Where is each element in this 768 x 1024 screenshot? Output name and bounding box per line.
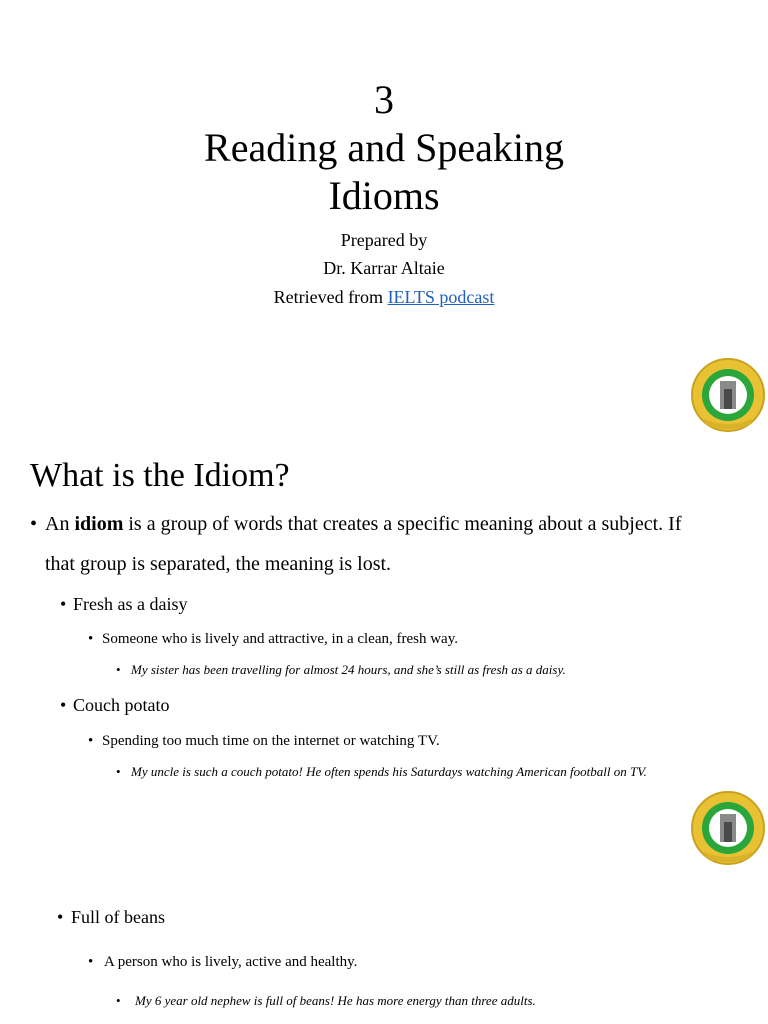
idiom-example: My 6 year old nephew is full of beans! He has more energy than three adults.: [135, 993, 536, 1008]
ielts-podcast-link[interactable]: IELTS podcast: [387, 287, 495, 307]
title-line-1: Reading and Speaking: [204, 125, 564, 170]
idiom-phrase: Full of beans: [71, 907, 165, 927]
idiom-phrase: Couch potato: [73, 695, 170, 715]
bullet-icon: •: [60, 594, 67, 614]
university-logo: [690, 357, 766, 433]
idiom-example: My uncle is such a couch potato! He often spends his Saturdays watching American football on TV.: [131, 764, 647, 779]
idiom-example: My sister has been travelling for almost 24 hours, and she’s still as fresh as a daisy.: [131, 662, 566, 677]
bullet-icon: •: [60, 695, 67, 715]
idiom-phrase: Fresh as a daisy: [73, 594, 188, 614]
slide-number: 3: [374, 77, 394, 122]
bullet-icon: •: [30, 513, 38, 535]
retrieved-prefix: Retrieved from: [273, 287, 388, 307]
intro-paragraph: [45, 512, 745, 536]
bullet-icon: •: [88, 733, 94, 749]
bullet-icon: •: [116, 993, 121, 1008]
prepared-by: Prepared by: [340, 230, 428, 250]
retrieved-from: [0, 286, 768, 308]
section-heading: What is the Idiom?: [30, 457, 290, 494]
idiom-meaning: Someone who is lively and attractive, in a clean, fresh way.: [102, 631, 458, 647]
author-name: Dr. Karrar Altaie: [323, 258, 445, 278]
intro-line-2: that group is separated, the meaning is lost.: [45, 553, 392, 575]
title-line-2: Idioms: [328, 173, 440, 218]
bullet-icon: •: [116, 764, 121, 779]
bullet-icon: •: [88, 631, 94, 647]
bullet-icon: •: [57, 907, 64, 927]
intro-rest: is a group of words that creates a specific meaning about a subject. If: [123, 513, 682, 535]
idiom-meaning: Spending too much time on the internet or watching TV.: [102, 733, 440, 749]
idiom-term: idiom: [74, 513, 124, 535]
intro-prefix: An: [45, 513, 75, 535]
idiom-meaning: A person who is lively, active and healthy.: [104, 954, 358, 970]
bullet-icon: •: [88, 954, 94, 970]
bullet-icon: •: [116, 662, 121, 677]
university-logo: [690, 790, 766, 866]
